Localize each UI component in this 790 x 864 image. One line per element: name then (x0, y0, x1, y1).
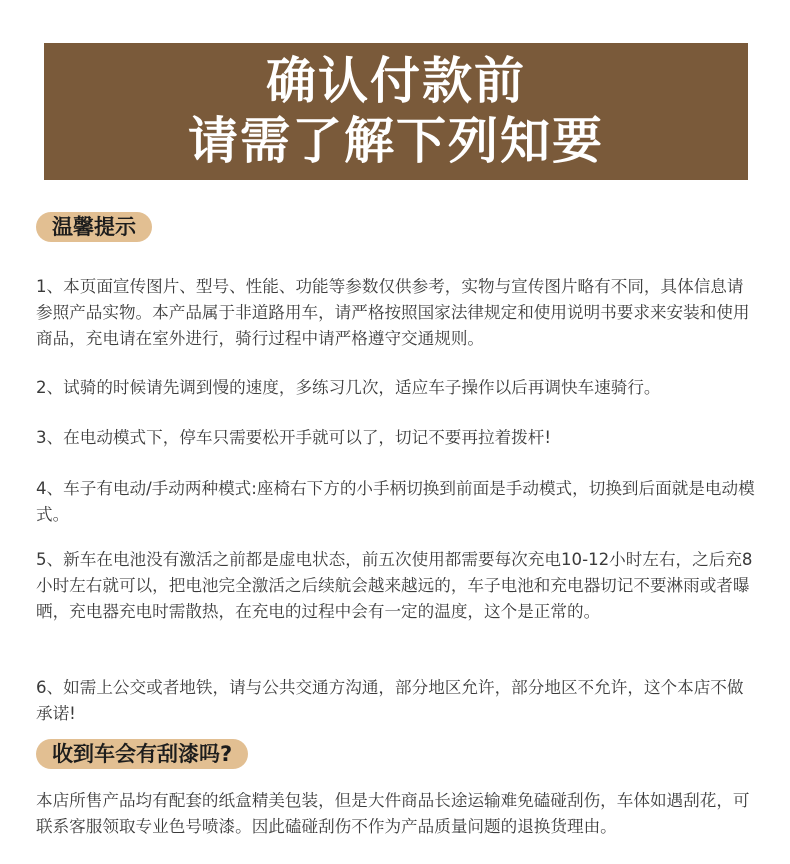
tips-heading-badge: 温馨提示 (36, 212, 152, 242)
scratch-paragraph: 本店所售产品均有配套的纸盒精美包装，但是大件商品长途运输难免磕碰刮伤，车体如遇刮花，可联系客服领取专业色号喷漆。因此磕碰刮伤不作为产品质量问题的退换货理由。 (36, 791, 750, 836)
tip-item-2: 2、试骑的时候请先调到慢的速度，多练习几次，适应车子操作以后再调快车速骑行。 (36, 378, 661, 397)
header-banner (44, 43, 748, 180)
tip-item-3: 3、在电动模式下，停车只需要松开手就可以了，切记不要再拉着拨杆! (36, 428, 552, 447)
tip-item-6: 6、如需上公交或者地铁，请与公共交通方沟通，部分地区允许，部分地区不允许，这个本店不做承诺! (36, 678, 744, 723)
banner-title-line2: 请需了解下列知要 (188, 112, 604, 170)
banner-title-line1: 确认付款前 (266, 52, 526, 110)
tip-item-1: 1、本页面宣传图片、型号、性能、功能等参数仅供参考，实物与宣传图片略有不同，具体信息请参照产品实物。本产品属于非道路用车，请严格按照国家法律规定和使用说明书要求来安装和使用商品，充电请在室外进行，骑行过程中请严格遵守交通规则。 (36, 277, 750, 348)
tip-item-5: 5、新车在电池没有激活之前都是虚电状态，前五次使用都需要每次充电10-12小时左右，之后充8小时左右就可以，把电池完全激活之后续航会越来越远的，车子电池和充电器切记不要淋雨或者曝晒，充电器充电时需散热，在充电的过程中会有一定的温度，这个是正常的。 (36, 550, 753, 621)
tip-item-4: 4、车子有电动/手动两种模式:座椅右下方的小手柄切换到前面是手动模式，切换到后面就是电动模式。 (36, 479, 755, 524)
scratch-heading-badge: 收到车会有刮漆吗? (36, 739, 248, 769)
